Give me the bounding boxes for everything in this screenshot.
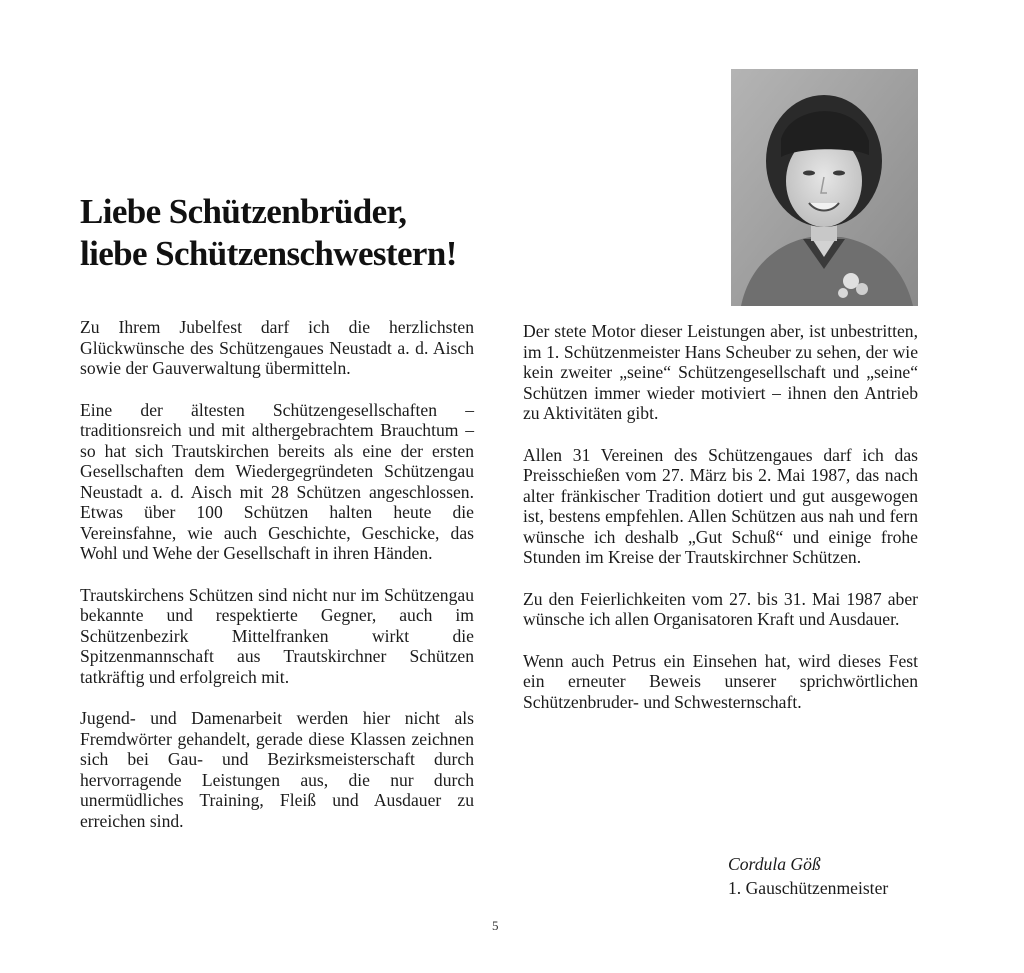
page-number: 5 — [492, 918, 499, 933]
signature-block — [728, 852, 928, 900]
portrait-icon — [731, 69, 918, 306]
signature-role: 1. Gauschützenmeister — [728, 878, 889, 898]
paragraph: Wenn auch Petrus ein Einsehen hat, wird dieses Fest ein erneuter Beweis unserer sprichwörtlichen Schützenbruder- und Schwesternschaft. — [523, 650, 918, 712]
page-headline — [80, 191, 520, 275]
paragraph: Jugend- und Damenarbeit werden hier nicht als Fremdwörter gehandelt, gerade diese Klassen zeichnen sich bei Gau- und Bezirksmeisterschaft durch hervorragende Leistungen aus, die nur durch unermüdliches Training, Fleiß und Ausdauer zu erreichen sind. — [80, 708, 474, 831]
paragraph: Allen 31 Vereinen des Schützengaues darf ich das Preisschießen vom 27. März bis 2. Mai 1987, das nach alter fränkischer Tradition dotiert und gut ausgewogen ist, bestens empfehlen. Allen Schützen aus nah und fern wünsche ich deshalb „Gut Schuß“ und einige frohe Stunden im Kreise der Trautskirchner Schützen. — [523, 444, 918, 567]
left-text-column — [80, 317, 474, 831]
portrait-photo — [731, 69, 918, 306]
paragraph: Der stete Motor dieser Leistungen aber, ist unbestritten, im 1. Schützenmeister Hans Scheuber zu sehen, der wie kein zweiter „seine“ Schützengesellschaft und „seine“ Schützen immer wieder motiviert – ihnen den Antrieb zu Aktivitäten gibt. — [523, 321, 918, 423]
paragraph: Eine der ältesten Schützengesellschaften – traditionsreich und mit althergebrachtem Brauchtum – so hat sich Trautskirchen bereits als eine der ersten Gesellschaften dem Wiedergegründeten Schützengau Neustadt a. d. Aisch mit 28 Schützen angeschlossen. Etwas über 100 Schützen halten heute die Vereinsfahne, wie auch Geschichte, Geschicke, das Wohl und Wehe der Gesellschaft in ihren Händen. — [80, 399, 474, 563]
signature-name: Cordula Göß — [728, 854, 821, 874]
paragraph: Trautskirchens Schützen sind nicht nur im Schützengau bekannte und respektierte Gegner, auch im Schützenbezirk Mittelfranken wirkt die Spitzenmannschaft aus Trautskirchner Schützen tatkräftig und erfolgreich mit. — [80, 584, 474, 687]
paragraph: Zu den Feierlichkeiten vom 27. bis 31. Mai 1987 aber wünsche ich allen Organisatoren Kraft und Ausdauer. — [523, 588, 918, 629]
paragraph: Zu Ihrem Jubelfest darf ich die herzlichsten Glückwünsche des Schützengaues Neustadt a. d. Aisch sowie der Gauverwaltung übermitteln. — [80, 317, 474, 378]
headline-line-1: Liebe Schützenbrüder, — [80, 192, 407, 231]
right-text-column — [523, 321, 918, 712]
headline-line-2: liebe Schützenschwestern! — [80, 234, 457, 273]
